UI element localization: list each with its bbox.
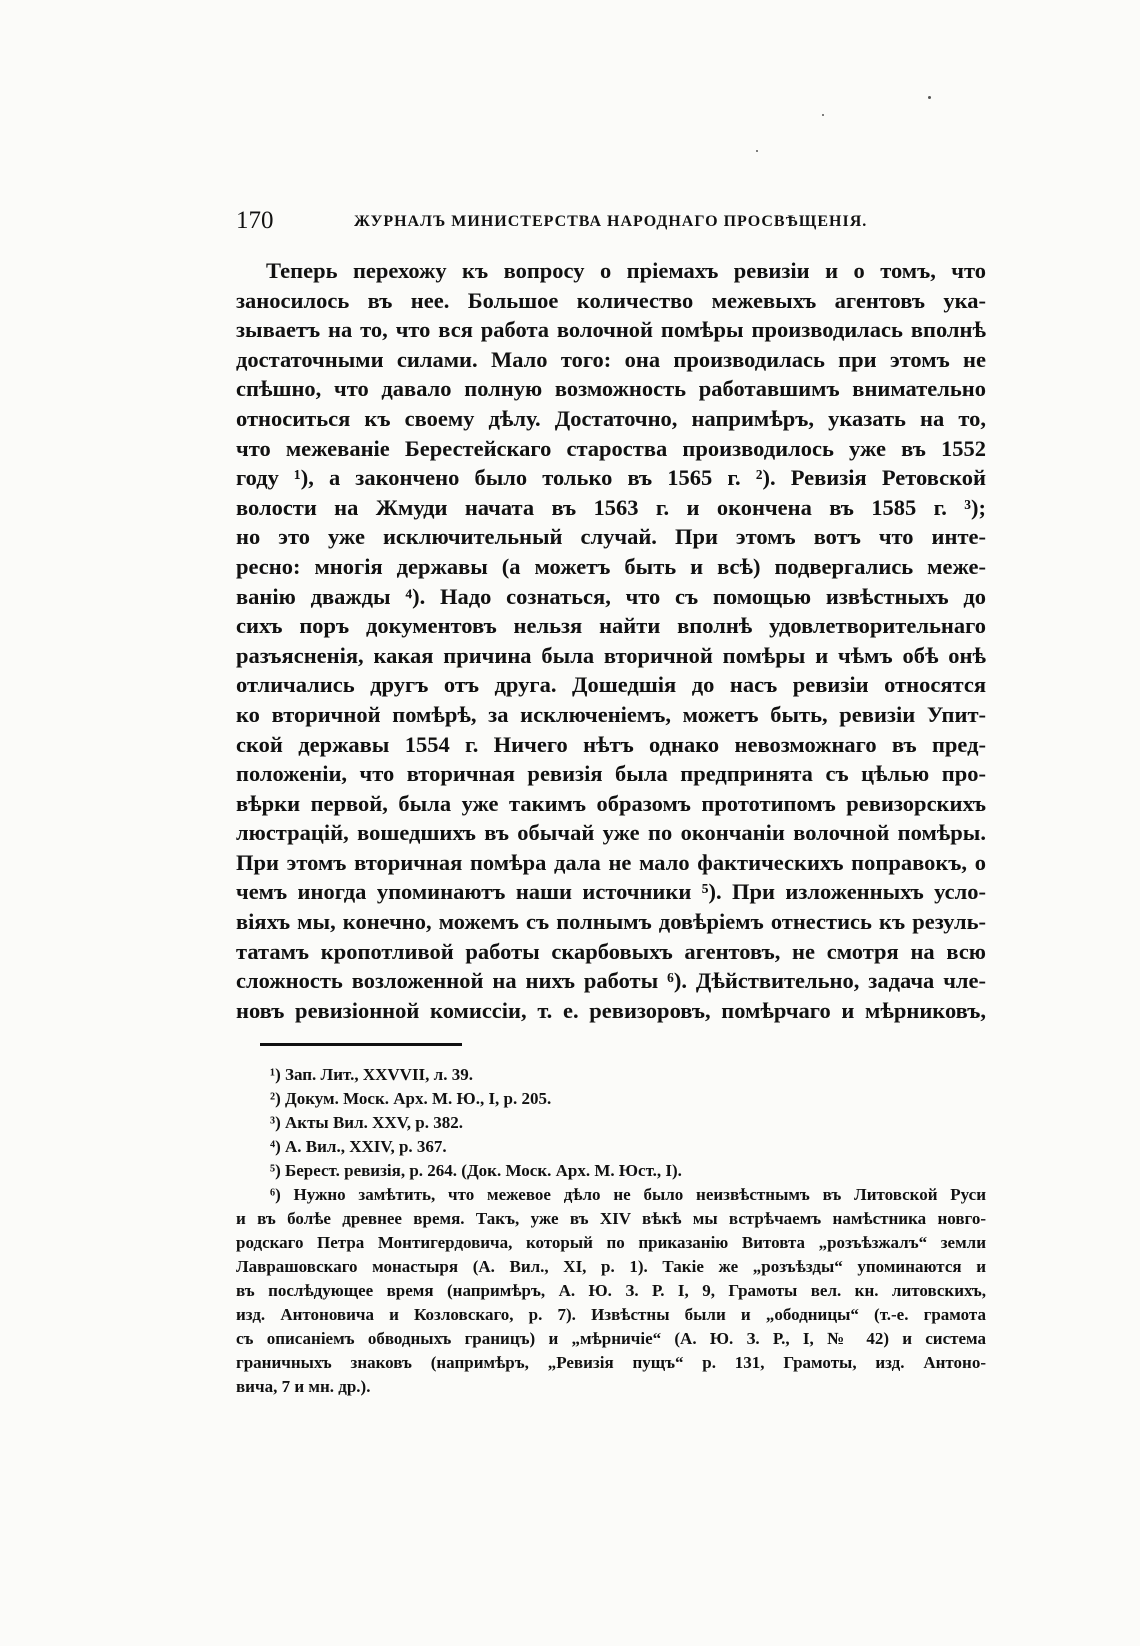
text-line: чемъ иногда упоминаютъ наши источники ⁵). При изложенныхъ усло- [236, 879, 986, 905]
running-title: ЖУРНАЛЪ МИНИСТЕРСТВА НАРОДНАГО ПРОСВѢЩЕНІЯ. [354, 213, 868, 230]
text-line: сихъ поръ документовъ нельзя найти вполнѣ удовлетворительнаго [236, 613, 986, 639]
text-line: отличались другъ отъ друга. Дошедшія до насъ ревизіи относятся [236, 672, 986, 698]
text-line: Теперь перехожу къ вопросу о пріемахъ ревизіи и о томъ, что [266, 258, 986, 283]
text-line: положеніи, что вторичная ревизія была предпринята съ цѣлью про- [236, 761, 986, 787]
page-number: 170 [236, 207, 274, 234]
text-line: ванію дважды ⁴). Надо сознаться, что съ помощью извѣстныхъ до [236, 583, 986, 609]
text-line: ской державы 1554 г. Ничего нѣтъ однако невозможнаго въ пред- [236, 731, 986, 757]
footnote: ⁶) Нужно замѣтить, что межевое дѣло не было неизвѣстнымъ въ Литовской Руси [270, 1185, 986, 1204]
footnote: ⁴) А. Вил., XXIV, p. 367. [270, 1137, 447, 1156]
text-line: что межеваніе Берестейскаго староства производилось уже въ 1552 [236, 435, 986, 461]
scan-speck [822, 114, 824, 116]
footnote: ¹) Зап. Лит., XXVVII, л. 39. [270, 1065, 473, 1084]
text-line: люстрацій, вошедшихъ въ обычай уже по окончаніи волочной помѣры. [236, 820, 986, 846]
text-line: достаточными силами. Мало того: она производилась при этомъ не [236, 346, 986, 372]
text-line: зываетъ на то, что вся работа волочной помѣры производилась вполнѣ [236, 317, 986, 343]
text-line: вѣрки первой, была уже такимъ образомъ прототипомъ ревизорскихъ [236, 790, 986, 816]
text-line: спѣшно, что давало полную возможность работавшимъ внимательно [236, 376, 986, 402]
text-line: віяхъ мы, конечно, можемъ съ полнымъ довѣріемъ отнестись къ резуль- [236, 909, 986, 935]
scan-speck [928, 96, 931, 99]
footnote-continuation: родскаго Петра Монтигердовича, который по приказанію Витовта „розъѣзжалъ“ земли [236, 1233, 986, 1252]
text-line: сложность возложенной на нихъ работы ⁶). Дѣйствительно, задача чле- [236, 968, 986, 994]
footnote-continuation: изд. Антоновича и Козловскаго, p. 7). Извѣстны были и „ободницы“ (т.-е. грамота [236, 1305, 986, 1324]
text-line: При этомъ вторичная помѣра дала не мало фактическихъ поправокъ, о [236, 849, 986, 875]
footnote-continuation: съ описаніемъ обводныхъ границъ) и „мѣрничіе“ (А. Ю. З. Р., I, № 42) и система [236, 1329, 986, 1348]
footnote: ²) Докум. Моск. Арх. М. Ю., I, p. 205. [270, 1089, 552, 1108]
footnote-continuation: и въ болѣе древнее время. Такъ, уже въ XIV вѣкѣ мы встрѣчаемъ намѣстника новго- [236, 1209, 986, 1228]
text-line: ко вторичной помѣрѣ, за исключеніемъ, можетъ быть, ревизіи Упит- [236, 701, 986, 727]
footnote-continuation: вича, 7 и мн. др.). [236, 1377, 371, 1396]
footnote-continuation: граничныхъ знаковъ (напримѣръ, „Ревизія пущъ“ p. 131, Грамоты, изд. Антоно- [236, 1353, 986, 1372]
footnote-rule [260, 1043, 462, 1046]
footnotes [236, 1063, 986, 1399]
text-line: ресно: многія державы (а можетъ быть и всѣ) подвергались меже- [236, 553, 986, 579]
text-line: заносилось въ нее. Большое количество межевыхъ агентовъ ука- [236, 287, 986, 313]
footnote-continuation: въ послѣдующее время (напримѣръ, А. Ю. З. Р. I, 9, Грамоты вел. кн. литовскихъ, [236, 1281, 986, 1300]
text-line: году ¹), а закончено было только въ 1565 г. ²). Ревизія Ретовской [236, 465, 986, 491]
text-line: разъясненія, какая причина была вторичной помѣры и чѣмъ обѣ онѣ [236, 642, 986, 668]
footnote-continuation: Лаврашовскаго монастыря (А. Вил., XI, p. 1). Такіе же „розъѣзды“ упоминаются и [236, 1257, 986, 1276]
main-text [236, 256, 986, 1025]
scan-speck [756, 150, 758, 152]
text-line: относиться къ своему дѣлу. Достаточно, напримѣръ, указать на то, [236, 405, 986, 431]
text-line: новъ ревизіонной комиссіи, т. е. ревизоровъ, помѣрчаго и мѣрниковъ, [236, 997, 986, 1023]
footnote: ⁵) Берест. ревизія, p. 264. (Док. Моск. Арх. М. Юст., I). [270, 1161, 682, 1180]
page-header [236, 204, 986, 238]
text-line: татамъ кропотливой работы скарбовыхъ агентовъ, не смотря на всю [236, 938, 986, 964]
footnote: ³) Акты Вил. XXV, p. 382. [270, 1113, 463, 1132]
text-line: волости на Жмуди начата въ 1563 г. и окончена въ 1585 г. ³); [236, 494, 986, 520]
text-line: но это уже исключительный случай. При этомъ вотъ что инте- [236, 524, 986, 550]
